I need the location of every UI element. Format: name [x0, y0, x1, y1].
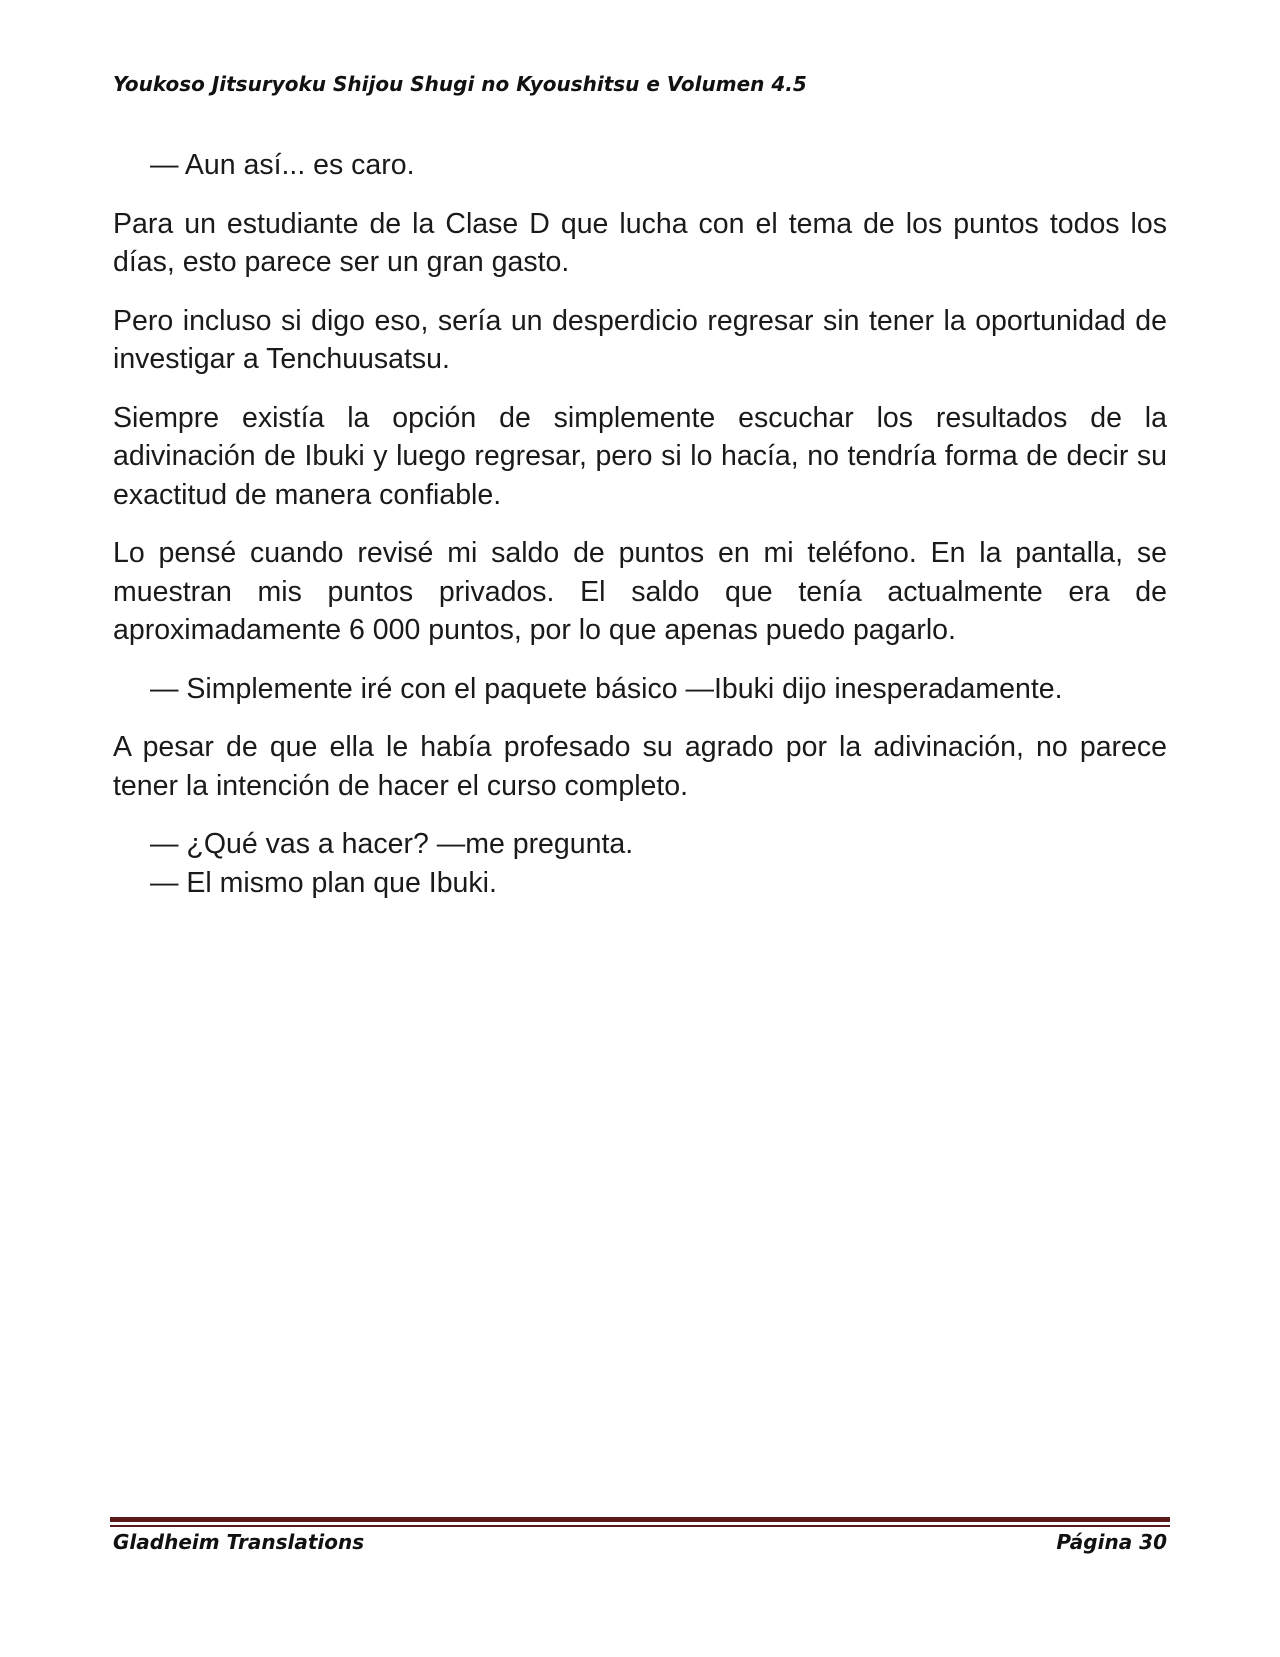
page-header-title: Youkoso Jitsuryoku Shijou Shugi no Kyoushitsu e Volumen 4.5 — [113, 72, 807, 96]
paragraph: Para un estudiante de la Clase D que lucha con el tema de los puntos todos los días, esto parece ser un gran gasto. — [113, 207, 1167, 278]
dialogue-line: — Aun así... es caro. — [150, 149, 415, 181]
dialogue-line: — El mismo plan que Ibuki. — [150, 866, 497, 899]
footer-credit: Gladheim Translations — [113, 1530, 365, 1554]
dialogue-line: — ¿Qué vas a hacer? —me pregunta. — [150, 828, 634, 860]
footer-divider — [110, 1517, 1170, 1522]
page-number: Página 30 — [1056, 1530, 1167, 1554]
dialogue-line: — Simplemente iré con el paquete básico —Ibuki dijo inesperadamente. — [150, 672, 1063, 705]
paragraph: Pero incluso si digo eso, sería un desperdicio regresar sin tener la oportunidad de investigar a Tenchuusatsu. — [113, 304, 1167, 375]
footer-divider-thin — [110, 1525, 1170, 1527]
paragraph: Siempre existía la opción de simplemente escuchar los resultados de la adivinación de Ibuki y luego regresar, pero si lo hacía, no tendría forma de decir su exactitud de manera confiable. — [113, 401, 1167, 511]
page-body — [113, 146, 1167, 902]
paragraph: Lo pensé cuando revisé mi saldo de puntos en mi teléfono. En la pantalla, se muestran mis puntos privados. El saldo que tenía actualmente era de aproximadamente 6 000 puntos, por lo que apenas puedo pagarlo. — [113, 537, 1167, 646]
paragraph: A pesar de que ella le había profesado su agrado por la adivinación, no parece tener la intención de hacer el curso completo. — [113, 731, 1167, 802]
